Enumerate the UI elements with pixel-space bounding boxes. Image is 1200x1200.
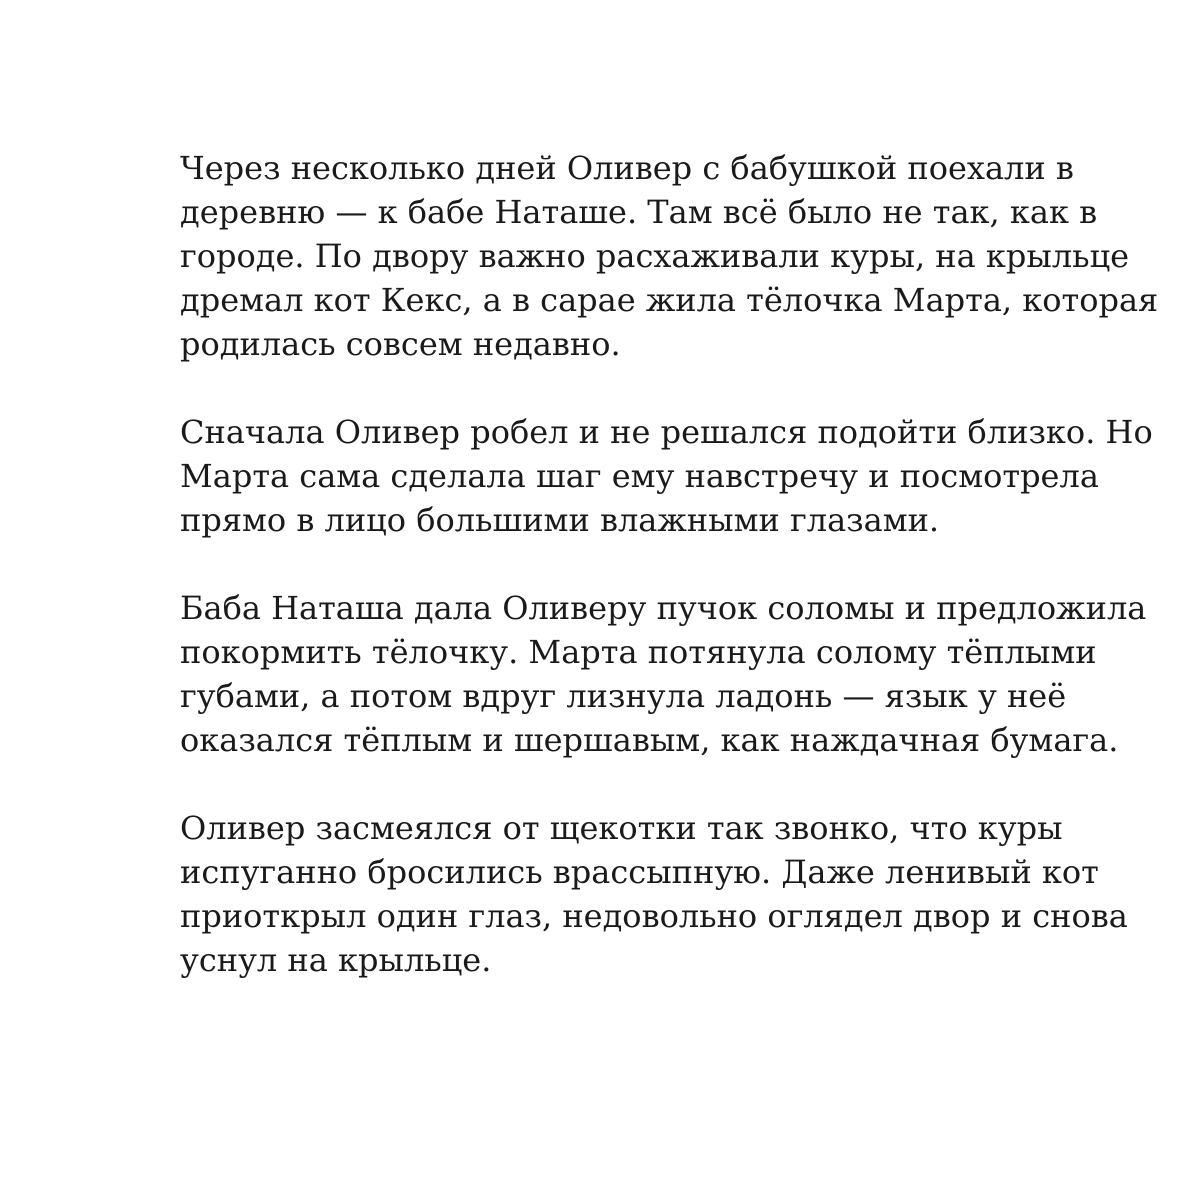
text-line: деревню — к бабе Наташе. Там всё было не так, как в (180, 193, 1098, 231)
text-line: Оливер засмеялся от щекотки так звонко, что куры (180, 809, 1063, 847)
text-line: Через несколько дней Оливер с бабушкой поехали в (180, 149, 1074, 187)
paragraph-1 (180, 146, 1159, 366)
text-line: Марта сама сделала шаг ему навстречу и посмотрела (180, 457, 1099, 495)
text-line: оказался тёплым и шершавым, как наждачная бумага. (180, 721, 1119, 759)
text-line: покормить тёлочку. Марта потянула солому тёплыми (180, 633, 1097, 671)
text-line: Баба Наташа дала Оливеру пучок соломы и предложила (180, 589, 1147, 627)
text-line: приоткрыл один глаз, недовольно оглядел двор и снова (180, 897, 1128, 935)
story-text (180, 146, 1159, 982)
text-line: прямо в лицо большими влажными глазами. (180, 501, 940, 539)
paragraph-4 (180, 806, 1128, 982)
paragraph-3 (180, 586, 1147, 762)
text-line: уснул на крыльце. (180, 941, 492, 979)
text-line: дремал кот Кекс, а в сарае жила тёлочка Марта, которая (180, 281, 1159, 319)
text-line: городе. По двору важно расхаживали куры, на крыльце (180, 237, 1130, 275)
text-line: губами, а потом вдруг лизнула ладонь — язык у неё (180, 677, 1067, 715)
text-line: испуганно бросились врассыпную. Даже ленивый кот (180, 853, 1099, 891)
text-line: Сначала Оливер робел и не решался подойти близко. Но (180, 413, 1153, 451)
text-line: родилась совсем недавно. (180, 325, 621, 363)
paragraph-2 (180, 410, 1153, 542)
